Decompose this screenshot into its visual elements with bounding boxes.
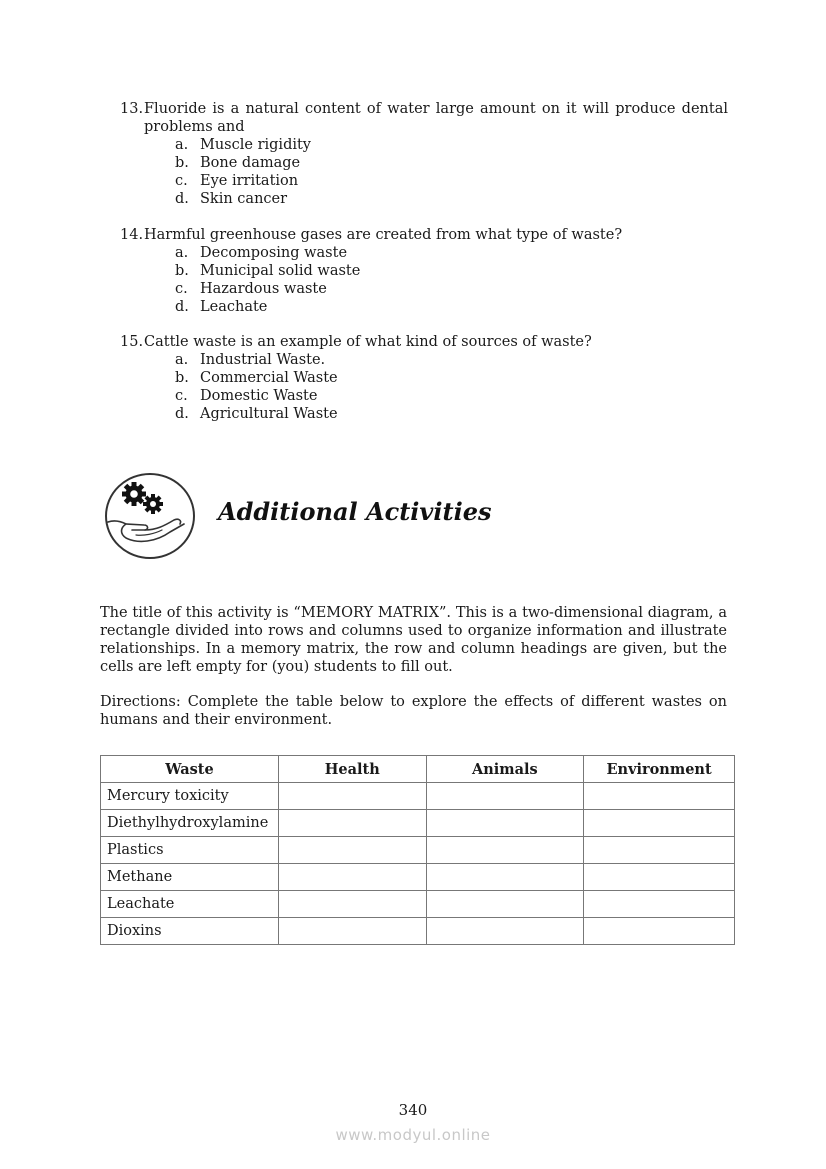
column-header: Environment	[584, 756, 735, 783]
choice: d. Agricultural Waste	[175, 406, 338, 422]
column-header: Animals	[426, 756, 584, 783]
waste-cell: Mercury toxicity	[101, 783, 279, 810]
watermark: www.modyul.online	[335, 1126, 491, 1144]
animals-cell[interactable]	[426, 783, 584, 810]
animals-cell[interactable]	[426, 864, 584, 891]
table-row	[101, 837, 735, 864]
question-text: Harmful greenhouse gases are created from what type of waste?	[144, 227, 623, 243]
directions-paragraph: Directions: Complete the table below to explore the effects of different wastes on humans and their environment.	[100, 694, 727, 728]
question-14	[120, 226, 728, 316]
choice: c. Hazardous waste	[175, 281, 327, 297]
question-text: Fluoride is a natural content of water large amount on it will produce dental problems and	[144, 101, 728, 135]
animals-cell[interactable]	[426, 918, 584, 945]
health-cell[interactable]	[278, 783, 426, 810]
health-cell[interactable]	[278, 918, 426, 945]
environment-cell[interactable]	[584, 918, 735, 945]
intro-paragraph: The title of this activity is “MEMORY MATRIX”. This is a two-dimensional diagram, a rectangle divided into rows and columns used to organize information and illustrate relationships. In a memory matrix, the row and column headings are given, but the cells are left empty for (you) students to fill out.	[100, 605, 727, 675]
environment-cell[interactable]	[584, 810, 735, 837]
environment-cell[interactable]	[584, 891, 735, 918]
table-row	[101, 918, 735, 945]
choice: d. Leachate	[175, 299, 268, 315]
column-header: Waste	[101, 756, 279, 783]
choice: c. Eye irritation	[175, 173, 299, 189]
column-header: Health	[278, 756, 426, 783]
waste-cell: Diethylhydroxylamine	[101, 810, 279, 837]
animals-cell[interactable]	[426, 837, 584, 864]
choice: b. Municipal solid waste	[175, 263, 361, 279]
health-cell[interactable]	[278, 837, 426, 864]
table-row	[101, 783, 735, 810]
question-number: 14.	[120, 227, 144, 243]
animals-cell[interactable]	[426, 810, 584, 837]
environment-cell[interactable]	[584, 837, 735, 864]
table-row	[101, 891, 735, 918]
question-13	[120, 100, 728, 208]
choice: b. Commercial Waste	[175, 370, 338, 386]
question-text: Cattle waste is an example of what kind of sources of waste?	[144, 334, 592, 350]
animals-cell[interactable]	[426, 891, 584, 918]
environment-cell[interactable]	[584, 783, 735, 810]
page-number: 340	[398, 1101, 428, 1119]
health-cell[interactable]	[278, 810, 426, 837]
waste-cell: Dioxins	[101, 918, 279, 945]
choice: a. Industrial Waste.	[175, 352, 326, 368]
question-number: 15.	[120, 334, 144, 350]
choice: c. Domestic Waste	[175, 388, 318, 404]
question-15	[120, 333, 728, 423]
waste-cell: Methane	[101, 864, 279, 891]
choice: a. Muscle rigidity	[175, 137, 312, 153]
waste-cell: Leachate	[101, 891, 279, 918]
health-cell[interactable]	[278, 864, 426, 891]
health-cell[interactable]	[278, 891, 426, 918]
table-header-row	[101, 756, 735, 783]
table-row	[101, 864, 735, 891]
question-number: 13.	[120, 101, 144, 117]
choice: b. Bone damage	[175, 155, 301, 171]
section-title: Additional Activities	[218, 497, 492, 526]
choice: d. Skin cancer	[175, 191, 288, 207]
table-row	[101, 810, 735, 837]
environment-cell[interactable]	[584, 864, 735, 891]
choice: a. Decomposing waste	[175, 245, 348, 261]
waste-cell: Plastics	[101, 837, 279, 864]
gears-in-hand-icon	[104, 472, 196, 560]
memory-matrix-table	[100, 755, 735, 945]
